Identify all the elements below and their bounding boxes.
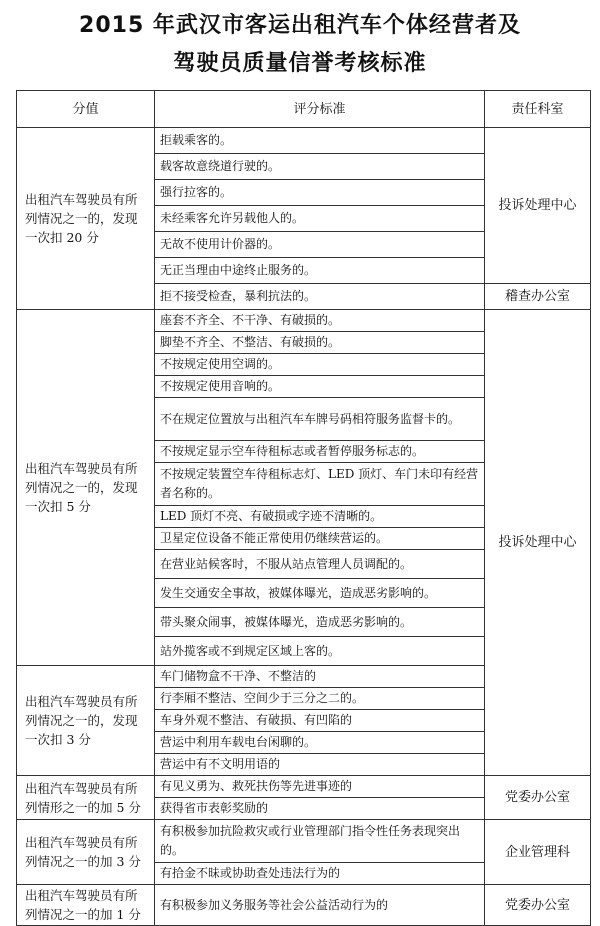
criteria-cell: 座套不齐全、不干净、有破损的。 — [155, 310, 485, 332]
criteria-cell: 无故不使用计价器的。 — [155, 232, 485, 258]
criteria-cell: 脚垫不齐全、不整洁、有破损的。 — [155, 332, 485, 354]
criteria-cell: 拒不接受检查，暴利抗法的。 — [155, 284, 485, 310]
criteria-cell: 在营业站候客时，不服从站点管理人员调配的。 — [155, 550, 485, 579]
criteria-cell: 发生交通安全事故，被媒体曝光，造成恶劣影响的。 — [155, 579, 485, 608]
table-row — [17, 310, 591, 332]
dept-cell: 稽查办公室 — [485, 284, 591, 310]
criteria-cell: 不在规定位置放与出租汽车车牌号码相符服务监督卡的。 — [155, 398, 485, 441]
header-row — [17, 91, 591, 128]
criteria-cell: LED 顶灯不亮、有破损或字迹不清晰的。 — [155, 506, 485, 528]
page-title-line2: 驾驶员质量信誉考核标准 — [173, 51, 427, 76]
criteria-cell: 不按规定装置空车待租标志灯、LED 顶灯、车门未印有经营者名称的。 — [155, 463, 485, 506]
criteria-cell: 车身外观不整洁、有破损、有凹陷的 — [155, 710, 485, 732]
criteria-cell: 营运中有不文明用语的 — [155, 754, 485, 776]
header-criteria: 评分标准 — [155, 91, 485, 128]
criteria-cell: 卫星定位设备不能正常使用仍继续营运的。 — [155, 528, 485, 550]
score-cell: 出租汽车驾驶员有所列情况之一的加 1 分 — [17, 885, 155, 926]
criteria-cell: 未经乘客允许另载他人的。 — [155, 206, 485, 232]
standards-table — [16, 90, 591, 926]
header-score: 分值 — [17, 91, 155, 128]
dept-cell: 企业管理科 — [485, 820, 591, 885]
score-cell: 出租汽车驾驶员有所列情况之一的，发现一次扣 3 分 — [17, 666, 155, 776]
criteria-cell: 有见义勇为、救死扶伤等先进事迹的 — [155, 776, 485, 798]
criteria-cell: 获得省市表彰奖励的 — [155, 798, 485, 820]
score-cell: 出租汽车驾驶员有所列情况之一的加 3 分 — [17, 820, 155, 885]
score-cell: 出租汽车驾驶员有所列情况之一的，发现一次扣 20 分 — [17, 128, 155, 310]
criteria-cell: 带头聚众闹事，被媒体曝光，造成恶劣影响的。 — [155, 608, 485, 637]
criteria-cell: 车门储物盒不干净、不整洁的 — [155, 666, 485, 688]
criteria-cell: 载客故意绕道行驶的。 — [155, 154, 485, 180]
score-cell: 出租汽车驾驶员有所列情况之一的，发现一次扣 5 分 — [17, 310, 155, 666]
dept-cell: 投诉处理中心 — [485, 128, 591, 284]
criteria-cell: 有积极参加义务服务等社会公益活动行为的 — [155, 885, 485, 926]
page-title-line1: 2015 年武汉市客运出租汽车个体经营者及 — [79, 13, 521, 38]
dept-cell: 党委办公室 — [485, 776, 591, 820]
criteria-cell: 不按规定使用空调的。 — [155, 354, 485, 376]
criteria-cell: 拒载乘客的。 — [155, 128, 485, 154]
criteria-cell: 营运中利用车载电台闲聊的。 — [155, 732, 485, 754]
table-row — [17, 885, 591, 926]
criteria-cell: 不按规定使用音响的。 — [155, 376, 485, 398]
table-row — [17, 776, 591, 798]
dept-cell: 党委办公室 — [485, 885, 591, 926]
criteria-cell: 行李厢不整洁、空间少于三分之二的。 — [155, 688, 485, 710]
table-row — [17, 820, 591, 863]
criteria-cell: 强行拉客的。 — [155, 180, 485, 206]
criteria-cell: 不按规定显示空车待租标志或者暂停服务标志的。 — [155, 441, 485, 463]
score-cell: 出租汽车驾驶员有所列情形之一的加 5 分 — [17, 776, 155, 820]
header-dept: 责任科室 — [485, 91, 591, 128]
criteria-cell: 有拾金不昧或协助查处违法行为的 — [155, 863, 485, 885]
dept-cell: 投诉处理中心 — [485, 310, 591, 776]
table-row — [17, 128, 591, 154]
criteria-cell: 有积极参加抗险救灾或行业管理部门指令性任务表现突出的。 — [155, 820, 485, 863]
criteria-cell: 无正当理由中途终止服务的。 — [155, 258, 485, 284]
criteria-cell: 站外揽客或不到规定区域上客的。 — [155, 637, 485, 666]
